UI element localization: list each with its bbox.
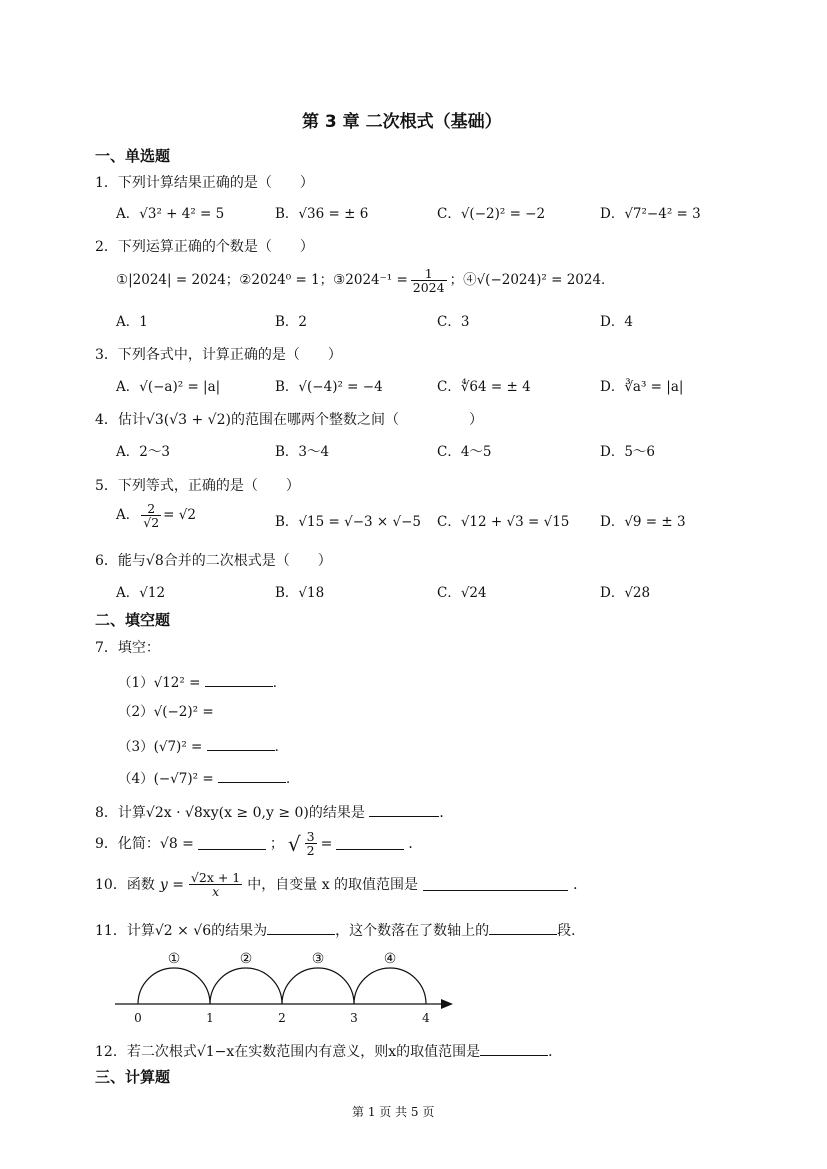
question-6-option-d: D．√28 (600, 585, 651, 601)
question-4-stem: 4．估计√3(√3 + √2)的范围在哪两个整数之间（ ） (95, 412, 483, 428)
page-title: 第 3 章 二次根式（基础） (302, 112, 502, 132)
question-9-fraction-numerator: 3 (306, 829, 315, 844)
question-9-period: ． (408, 835, 423, 852)
page-footer: 第 1 页 共 5 页 (352, 1105, 435, 1119)
question-12-period: ． (548, 1044, 563, 1060)
number-line-segment-arc (210, 968, 282, 1004)
question-1-option-d: D．√7²−4² = 3 (600, 206, 701, 222)
question-3-stem: 3．下列各式中，计算正确的是（ ） (95, 347, 342, 363)
question-5-option-a-label: A． (116, 506, 140, 523)
number-line-tick-label: 3 (350, 1011, 358, 1025)
question-3-option-c: C．∜64 = ± 4 (437, 379, 531, 395)
question-7-part-4-text: （4）(−√7)² = (118, 771, 214, 787)
question-10-text-after: 中，自变量 x 的取值范围是 (247, 876, 419, 893)
number-line-arrow-icon (441, 999, 453, 1009)
question-9 (95, 830, 422, 857)
question-3-option-b: B．√(−4)² = −4 (275, 379, 383, 395)
question-9-text: 9．化简：√8 = (95, 835, 194, 852)
question-1-option-a: A．√3² + 4² = 5 (116, 206, 225, 222)
number-line-segment-arc (282, 968, 354, 1004)
question-1-stem: 1．下列计算结果正确的是（ ） (95, 175, 314, 191)
question-5-option-a-fraction (141, 502, 161, 529)
section-heading-fill-in: 二、填空题 (95, 611, 171, 629)
answer-blank[interactable] (207, 738, 275, 751)
number-line-tick-label: 1 (206, 1011, 214, 1025)
question-6-option-b: B．√18 (275, 585, 325, 601)
question-9-separator: ； (269, 835, 284, 852)
question-7-part-1-period: ． (272, 675, 287, 691)
question-11 (95, 922, 585, 938)
answer-blank[interactable] (369, 804, 439, 817)
question-7-part-3-text: （3）(√7)² = (118, 739, 203, 755)
number-line-segment-label: ② (239, 951, 253, 967)
question-5-option-a-numerator: 2 (141, 502, 161, 516)
question-5-option-a (116, 502, 196, 529)
question-3-option-a: A．√(−a)² = |a| (116, 379, 221, 395)
question-4-option-d: D．5～6 (600, 444, 656, 460)
question-7-part-4 (118, 770, 299, 787)
answer-blank[interactable] (336, 837, 404, 850)
question-9-fraction (305, 830, 317, 857)
question-12-text: 12．若二次根式√1−x在实数范围内有意义，则x的取值范围是 (95, 1044, 481, 1060)
question-2-statements (116, 267, 615, 294)
number-line-figure (110, 945, 470, 1025)
number-line-segment-arc (354, 968, 426, 1004)
question-2-option-a: A．1 (116, 314, 148, 330)
number-line-segment-label: ③ (311, 951, 325, 967)
number-line-tick-labels (134, 1011, 430, 1025)
question-6-option-a: A．√12 (116, 585, 166, 601)
radical-sign-icon: √ (287, 831, 301, 856)
question-2-fraction-numerator: 1 (411, 267, 447, 281)
answer-blank[interactable] (423, 878, 568, 891)
question-8-text: 8．计算√2x · √8xy(x ≥ 0,y ≥ 0)的结果是 (95, 805, 365, 821)
question-5-option-b: B．√15 = √−3 × √−5 (275, 514, 421, 530)
number-line-tick-label: 2 (278, 1011, 286, 1025)
question-11-text-middle: ，这个数落在了数轴上的 (335, 923, 490, 939)
question-8-period: ． (439, 805, 454, 821)
question-6-option-c: C．√24 (437, 585, 487, 601)
question-6-stem: 6．能与√8合并的二次根式是（ ） (95, 553, 332, 569)
question-7-part-3 (118, 738, 288, 755)
question-10-fraction (189, 871, 242, 898)
question-2-option-c: C．3 (437, 314, 470, 330)
section-heading-single-choice: 一、单选题 (95, 147, 171, 165)
question-2-stem: 2．下列运算正确的个数是（ ） (95, 239, 314, 255)
answer-blank[interactable] (267, 922, 335, 935)
number-line-arcs (138, 968, 426, 1004)
question-9-fraction-denominator: 2 (306, 843, 315, 859)
question-2-option-d: D．4 (600, 314, 633, 330)
question-10-function-y: y = (159, 876, 184, 893)
question-4-option-a: A．2～3 (116, 444, 170, 460)
answer-blank[interactable] (489, 922, 557, 935)
number-line-segment-labels (168, 951, 397, 967)
question-11-text: 11．计算√2 × √6的结果为 (95, 923, 268, 939)
question-1-option-b: B．√36 = ± 6 (275, 206, 369, 222)
question-10-text: 10．函数 (95, 876, 155, 893)
question-10 (95, 871, 587, 898)
question-9-equals: = (320, 835, 333, 852)
number-line-segment-arc (138, 968, 210, 1004)
question-10-fraction-numerator: √2x + 1 (190, 870, 241, 885)
question-5-stem: 5．下列等式，正确的是（ ） (95, 478, 300, 494)
question-11-text-end: 段． (557, 923, 586, 939)
question-10-period: ． (573, 876, 588, 893)
question-3-option-d: D．∛a³ = |a| (600, 379, 684, 395)
answer-blank[interactable] (205, 674, 273, 687)
question-10-fraction-denominator: x (212, 884, 220, 900)
question-4-option-c: C．4～5 (437, 444, 492, 460)
question-7-stem: 7．填空： (95, 640, 160, 656)
question-8 (95, 804, 453, 820)
question-7-part-1-text: （1）√12² = (118, 675, 201, 691)
question-2-statements-part-b: ；④√(−2024)² = 2024． (449, 271, 615, 288)
question-12 (95, 1043, 562, 1059)
question-2-fraction (411, 267, 447, 294)
answer-blank[interactable] (480, 1043, 548, 1056)
number-line-tick-label: 4 (422, 1011, 430, 1025)
question-7-part-4-period: ． (285, 771, 300, 787)
question-7-part-3-period: ． (274, 739, 289, 755)
question-5-option-c: C．√12 + √3 = √15 (437, 514, 570, 530)
question-5-option-a-denominator: √2 (143, 515, 160, 531)
section-heading-calculation: 三、计算题 (95, 1068, 171, 1086)
question-2-option-b: B．2 (275, 314, 308, 330)
answer-blank[interactable] (218, 770, 286, 783)
question-2-statements-part-a: ①|2024| = 2024；②2024⁰ = 1；③2024⁻¹ = (116, 271, 408, 288)
number-line-tick-label: 0 (134, 1011, 142, 1025)
question-4-option-b: B．3～4 (275, 444, 330, 460)
question-5-option-a-rest: = √2 (163, 506, 196, 523)
number-line-segment-label: ④ (383, 951, 397, 967)
question-7-part-1 (118, 674, 286, 691)
number-line-segment-label: ① (167, 951, 181, 967)
question-1-option-c: C．√(−2)² = −2 (437, 206, 546, 222)
answer-blank[interactable] (198, 837, 266, 850)
question-5-option-d: D．√9 = ± 3 (600, 514, 686, 530)
question-7-part-2: （2）√(−2)² = (118, 704, 214, 720)
question-2-fraction-denominator: 2024 (412, 280, 445, 296)
